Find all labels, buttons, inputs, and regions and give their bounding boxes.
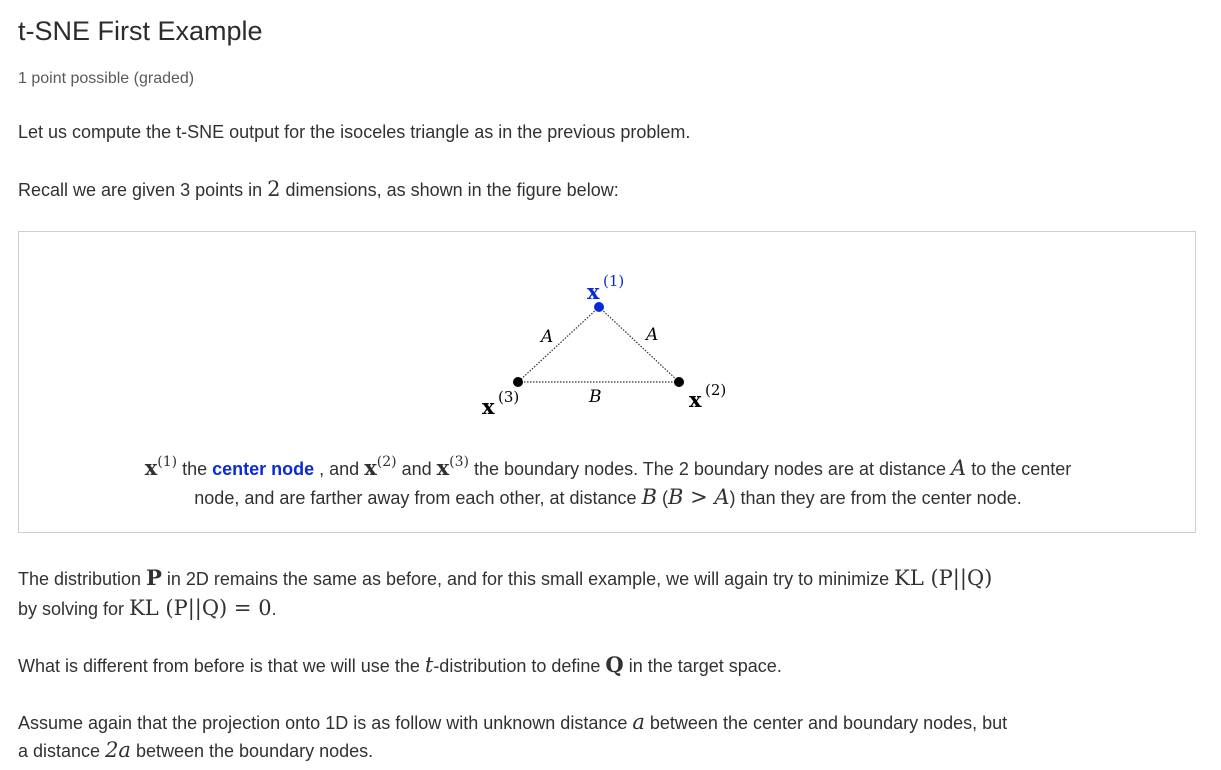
math-x1-sup: (1) <box>157 454 178 470</box>
problem-title: t-SNE First Example <box>18 16 263 46</box>
projection-paragraph-line-1 <box>18 708 1007 737</box>
math-x2: x <box>364 455 377 480</box>
math-t: t <box>424 653 434 677</box>
math-x3: x <box>436 455 450 480</box>
node-3-label: x <box>482 394 495 419</box>
caption-text-3: and <box>396 459 437 479</box>
node-1-sup: (1) <box>603 272 625 290</box>
node-2-point <box>674 377 684 387</box>
points-possible: 1 point possible (graded) <box>18 70 195 87</box>
math-A: A <box>951 456 967 480</box>
math-kl-1: KL (P||Q) <box>894 566 993 590</box>
distribution-paragraph-line-1 <box>18 564 992 593</box>
body-text-4: . <box>271 599 277 619</box>
caption-line-2 <box>19 483 1197 512</box>
math-kl-2: KL (P||Q) = 0 <box>129 596 272 620</box>
figure-caption <box>19 448 1197 512</box>
body-text-2: in 2D remains the same as before, and for this small example, we will again try to minimize <box>161 569 895 589</box>
triangle-diagram <box>19 232 1197 442</box>
body-text-10: a distance <box>18 741 106 761</box>
body-text-9: between the center and boundary nodes, but <box>644 713 1008 733</box>
edge-bottom-label: B <box>589 387 602 407</box>
edge-left-line <box>518 307 599 382</box>
body-text-7: in the target space. <box>623 656 782 676</box>
math-2a: 2a <box>105 738 131 762</box>
body-text-6: -distribution to define <box>433 656 606 676</box>
distribution-paragraph-line-2 <box>18 594 277 623</box>
recall-text-end: dimensions, as shown in the figure below: <box>280 180 619 200</box>
node-1-label: x <box>587 279 600 304</box>
math-B: B <box>641 485 657 509</box>
body-text-11: between the boundary nodes. <box>130 741 374 761</box>
math-x3-sup: (3) <box>449 454 469 470</box>
intro-paragraph: Let us compute the t-SNE output for the isoceles triangle as in the previous problem. <box>18 122 691 142</box>
math-B-gt-A: B > A <box>668 485 730 509</box>
recall-text-start: Recall we are given 3 points in <box>18 180 268 200</box>
caption-text-5: to the center <box>966 459 1072 479</box>
edge-right-line <box>599 307 679 382</box>
edge-left-label: A <box>541 327 554 347</box>
caption-text-2: , and <box>314 459 365 479</box>
node-2-label: x <box>689 387 702 412</box>
math-two: 2 <box>267 177 281 201</box>
t-distribution-paragraph <box>18 651 782 680</box>
math-x1: x <box>144 455 158 480</box>
math-Q: Q <box>605 652 624 677</box>
projection-paragraph-line-2 <box>18 736 373 765</box>
node-3-sup: (3) <box>498 388 520 406</box>
body-text-5: What is different from before is that we will use the <box>18 656 425 676</box>
edge-right-label: A <box>646 325 659 345</box>
caption-text-8: ) than they are from the center node. <box>729 488 1022 508</box>
node-3-point <box>513 377 523 387</box>
math-x2-sup: (2) <box>376 454 397 470</box>
node-2-sup: (2) <box>705 381 727 399</box>
center-node-label: center node <box>212 459 315 479</box>
body-text-1: The distribution <box>18 569 147 589</box>
caption-text-4: the boundary nodes. The 2 boundary nodes are at distance <box>469 459 952 479</box>
body-text-8: Assume again that the projection onto 1D is as follow with unknown distance <box>18 713 633 733</box>
caption-text-6: node, and are farther away from each other, at distance <box>194 488 642 508</box>
math-P: P <box>146 565 162 590</box>
body-text-3: by solving for <box>18 599 130 619</box>
figure-box <box>18 231 1196 533</box>
recall-paragraph <box>18 175 619 204</box>
math-a: a <box>632 710 645 734</box>
caption-line-1 <box>19 448 1197 483</box>
caption-text-7: ( <box>657 488 668 508</box>
caption-text-1: the <box>177 459 213 479</box>
